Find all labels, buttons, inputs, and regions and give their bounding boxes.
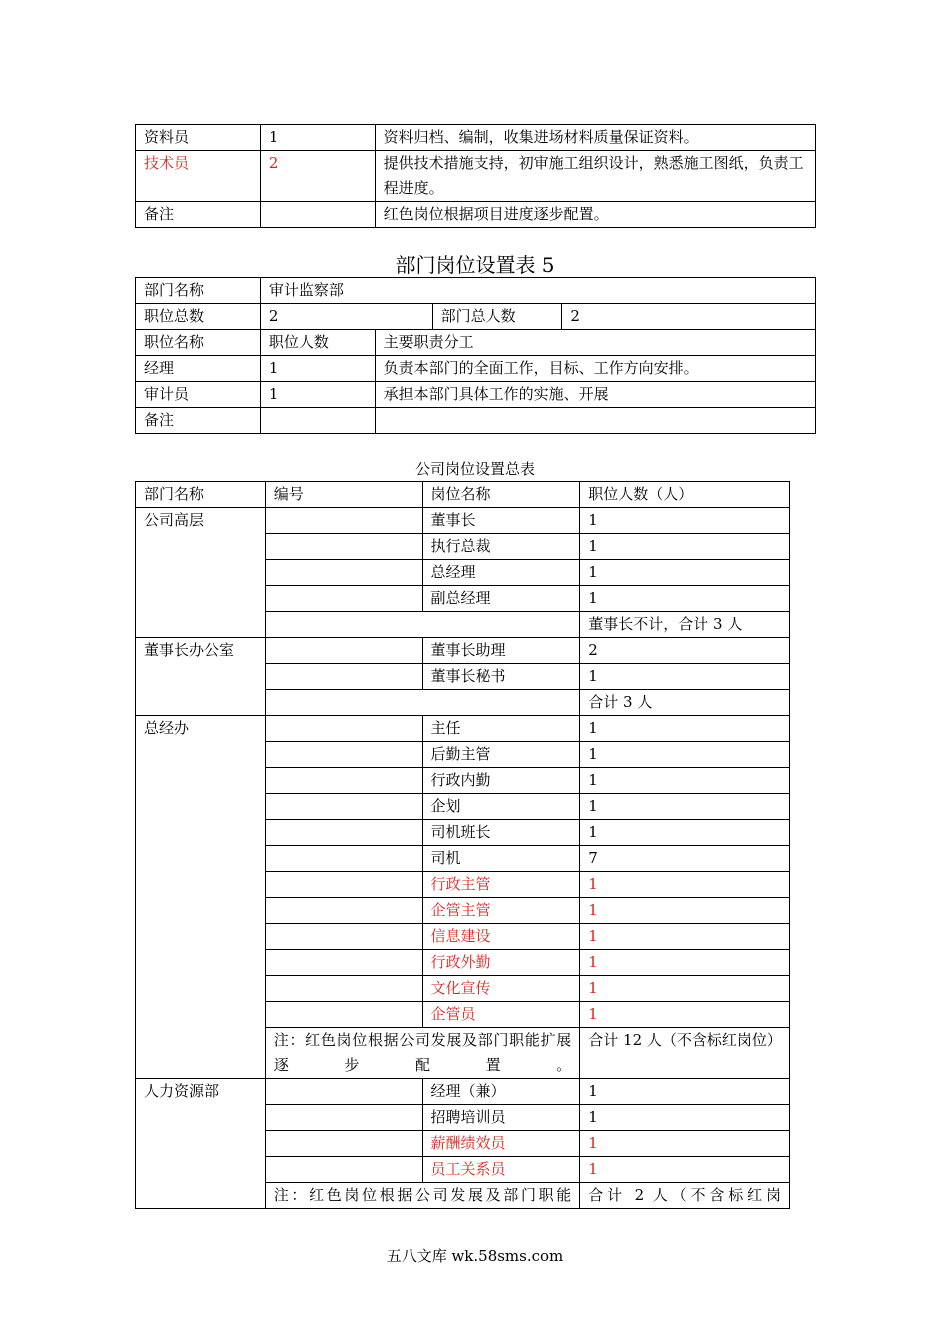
position-name: 董事长助理: [422, 638, 580, 664]
dept-people-value: 2: [562, 304, 816, 330]
position-count: 1: [580, 586, 790, 612]
position-count: 7: [580, 846, 790, 872]
header-position-name: 职位名称: [136, 330, 261, 356]
position-code: [265, 1157, 422, 1183]
position-count: 1: [580, 924, 790, 950]
group-total: 合计 12 人（不含标红岗位）: [580, 1028, 790, 1079]
position-name: 技术员: [136, 151, 261, 202]
group-total: 合计 2 人（不含标红岗: [580, 1183, 790, 1209]
position-duty: 承担本部门具体工作的实施、开展: [375, 382, 815, 408]
position-count: 1: [580, 742, 790, 768]
position-name: 员工关系员: [422, 1157, 580, 1183]
position-name: 资料员: [136, 125, 261, 151]
position-name: 行政主管: [422, 872, 580, 898]
table-row: [136, 382, 816, 408]
position-name: 备注: [136, 202, 261, 228]
position-name: 执行总裁: [422, 534, 580, 560]
footer-watermark: 五八文库 wk.58sms.com: [386, 1247, 564, 1265]
position-name: 信息建设: [422, 924, 580, 950]
table-row: [136, 408, 816, 434]
position-count: 1: [580, 898, 790, 924]
position-code: [265, 898, 422, 924]
audit-dept-table: [135, 277, 816, 434]
position-name: 招聘培训员: [422, 1105, 580, 1131]
position-code: [265, 846, 422, 872]
position-code: [265, 1002, 422, 1028]
position-code: [265, 560, 422, 586]
table-row: [136, 638, 790, 664]
position-count: 1: [580, 820, 790, 846]
group-total: 合计 3 人: [580, 690, 790, 716]
position-code: [265, 976, 422, 1002]
position-code: [265, 1105, 422, 1131]
position-name: 审计员: [136, 382, 261, 408]
position-code: [265, 742, 422, 768]
table5-header-row: [136, 330, 816, 356]
position-count: 1: [260, 382, 375, 408]
position-code: [265, 638, 422, 664]
position-name: 企管主管: [422, 898, 580, 924]
position-name: 司机班长: [422, 820, 580, 846]
summary-header-row: [136, 482, 790, 508]
position-code: [265, 1131, 422, 1157]
dept-name: 公司高层: [136, 508, 266, 638]
position-name: 经理（兼）: [422, 1079, 580, 1105]
group-total: 董事长不计，合计 3 人: [580, 612, 790, 638]
position-name: 副总经理: [422, 586, 580, 612]
group-note: [265, 690, 580, 716]
table5-title: 部门岗位设置表 5: [395, 253, 555, 277]
position-count: 2: [260, 151, 375, 202]
position-count: 1: [580, 1105, 790, 1131]
position-code: [265, 586, 422, 612]
header-duty: 主要职责分工: [375, 330, 815, 356]
position-name: 企划: [422, 794, 580, 820]
table-row: [136, 508, 790, 534]
position-name: 行政外勤: [422, 950, 580, 976]
position-code: [265, 534, 422, 560]
dept-people-label: 部门总人数: [432, 304, 562, 330]
position-count: 1: [580, 872, 790, 898]
table-row: [136, 202, 816, 228]
position-count: 2: [580, 638, 790, 664]
position-code: [265, 1079, 422, 1105]
dept-name-value: 审计监察部: [260, 278, 815, 304]
position-count: 1: [580, 794, 790, 820]
table-row: [136, 151, 816, 202]
header-position: 岗位名称: [422, 482, 580, 508]
position-name: 薪酬绩效员: [422, 1131, 580, 1157]
position-total-label: 职位总数: [136, 304, 261, 330]
table-row: [136, 716, 790, 742]
position-code: [265, 716, 422, 742]
position-count: 1: [580, 768, 790, 794]
position-duty: [375, 408, 815, 434]
position-name: 经理: [136, 356, 261, 382]
position-count: 1: [580, 508, 790, 534]
dept-name: 董事长办公室: [136, 638, 266, 716]
group-note: 注：红色岗位根据公司发展及部门职能: [265, 1183, 580, 1209]
position-code: [265, 794, 422, 820]
position-name: 文化宣传: [422, 976, 580, 1002]
table-row: [136, 1079, 790, 1105]
position-count: 1: [580, 560, 790, 586]
dept-name-row: [136, 278, 816, 304]
position-code: [265, 950, 422, 976]
position-name: 后勤主管: [422, 742, 580, 768]
position-count: 1: [580, 716, 790, 742]
position-count: 1: [580, 534, 790, 560]
position-count: 1: [580, 1131, 790, 1157]
position-code: [265, 664, 422, 690]
position-duty: 资料归档、编制，收集进场材料质量保证资料。: [375, 125, 815, 151]
summary-table: [135, 481, 790, 1209]
dept-name-label: 部门名称: [136, 278, 261, 304]
position-code: [265, 924, 422, 950]
position-duty: 负责本部门的全面工作，目标、工作方向安排。: [375, 356, 815, 382]
position-count: 1: [260, 356, 375, 382]
position-count: [260, 408, 375, 434]
dept-name: 总经办: [136, 716, 266, 1079]
position-name: 行政内勤: [422, 768, 580, 794]
position-name: 总经理: [422, 560, 580, 586]
table-row: [136, 125, 816, 151]
position-name: 主任: [422, 716, 580, 742]
table-row: [136, 356, 816, 382]
header-code: 编号: [265, 482, 422, 508]
position-name: 企管员: [422, 1002, 580, 1028]
header-count: 职位人数（人）: [580, 482, 790, 508]
position-name: 司机: [422, 846, 580, 872]
position-name: 董事长: [422, 508, 580, 534]
position-count: 1: [580, 950, 790, 976]
position-code: [265, 820, 422, 846]
position-count: 1: [260, 125, 375, 151]
position-count: 1: [580, 664, 790, 690]
position-count: 1: [580, 1079, 790, 1105]
position-count: [260, 202, 375, 228]
summary-title: 公司岗位设置总表: [414, 460, 535, 478]
position-code: [265, 768, 422, 794]
group-note: [265, 612, 580, 638]
position-count: 1: [580, 1157, 790, 1183]
group-note: 注：红色岗位根据公司发展及部门职能扩展逐步配置。: [265, 1028, 580, 1079]
prev-dept-table: [135, 124, 816, 228]
position-name: 董事长秘书: [422, 664, 580, 690]
dept-name: 人力资源部: [136, 1079, 266, 1209]
header-dept: 部门名称: [136, 482, 266, 508]
position-duty: 红色岗位根据项目进度逐步配置。: [375, 202, 815, 228]
position-total-value: 2: [260, 304, 432, 330]
position-code: [265, 508, 422, 534]
position-count: 1: [580, 976, 790, 1002]
position-code: [265, 872, 422, 898]
position-name: 备注: [136, 408, 261, 434]
header-position-count: 职位人数: [260, 330, 375, 356]
position-count: 1: [580, 1002, 790, 1028]
position-duty: 提供技术措施支持，初审施工组织设计，熟悉施工图纸，负责工程进度。: [375, 151, 815, 202]
totals-row: [136, 304, 816, 330]
